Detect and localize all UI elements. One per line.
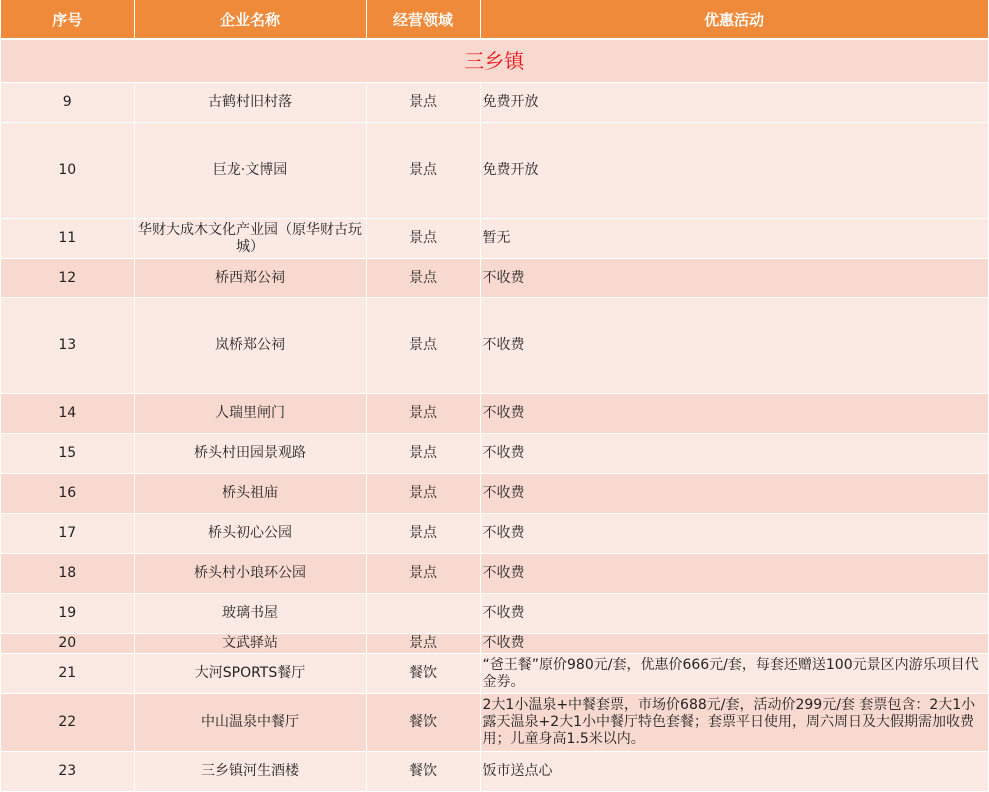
row-offer: 不收费 [480, 394, 988, 434]
table-row [1, 634, 988, 654]
row-index: 16 [1, 474, 134, 514]
row-offer: 不收费 [480, 434, 988, 474]
row-name: 桥西郑公祠 [134, 259, 366, 298]
row-offer: 不收费 [480, 298, 988, 394]
header-field: 经营领域 [366, 0, 480, 39]
row-name: 桥头祖庙 [134, 474, 366, 514]
row-name: 大河SPORTS餐厅 [134, 654, 366, 694]
section-title: 三乡镇 [1, 39, 988, 83]
row-field: 景点 [366, 83, 480, 123]
row-name: 三乡镇河生酒楼 [134, 752, 366, 792]
row-field: 景点 [366, 219, 480, 259]
row-name: 华财大成木文化产业园（原华财古玩城） [134, 219, 366, 259]
row-name: 古鹤村旧村落 [134, 83, 366, 123]
row-index: 15 [1, 434, 134, 474]
row-name: 桥头村小琅环公园 [134, 554, 366, 594]
row-field: 景点 [366, 394, 480, 434]
table-row [1, 434, 988, 474]
row-offer: 免费开放 [480, 83, 988, 123]
table-row [1, 123, 988, 219]
row-offer: 暂无 [480, 219, 988, 259]
header-offer: 优惠活动 [480, 0, 988, 39]
row-index: 18 [1, 554, 134, 594]
row-index: 10 [1, 123, 134, 219]
section-row [1, 39, 988, 83]
row-field: 餐饮 [366, 654, 480, 694]
row-name: 玻璃书屋 [134, 594, 366, 634]
row-index: 19 [1, 594, 134, 634]
row-index: 21 [1, 654, 134, 694]
row-index: 23 [1, 752, 134, 792]
row-field: 景点 [366, 554, 480, 594]
row-offer: 饭市送点心 [480, 752, 988, 792]
row-offer: 不收费 [480, 514, 988, 554]
row-field: 景点 [366, 474, 480, 514]
table-row [1, 219, 988, 259]
row-field: 景点 [366, 434, 480, 474]
row-name: 桥头村田园景观路 [134, 434, 366, 474]
row-field: 餐饮 [366, 752, 480, 792]
row-index: 13 [1, 298, 134, 394]
table-row [1, 514, 988, 554]
table-row [1, 474, 988, 514]
row-offer: 不收费 [480, 594, 988, 634]
header-name: 企业名称 [134, 0, 366, 39]
row-field: 景点 [366, 514, 480, 554]
table-row [1, 83, 988, 123]
row-index: 14 [1, 394, 134, 434]
row-field: 景点 [366, 123, 480, 219]
row-name: 文武驿站 [134, 634, 366, 654]
row-name: 巨龙·文博园 [134, 123, 366, 219]
row-index: 11 [1, 219, 134, 259]
header-index: 序号 [1, 0, 134, 39]
row-index: 20 [1, 634, 134, 654]
table-row [1, 394, 988, 434]
row-offer: 不收费 [480, 634, 988, 654]
row-field: 餐饮 [366, 694, 480, 752]
table-row [1, 594, 988, 634]
row-index: 17 [1, 514, 134, 554]
row-field: 景点 [366, 298, 480, 394]
row-field [366, 594, 480, 634]
row-name: 中山温泉中餐厅 [134, 694, 366, 752]
discount-table [1, 0, 989, 792]
row-offer: 不收费 [480, 259, 988, 298]
row-index: 22 [1, 694, 134, 752]
table-row [1, 298, 988, 394]
table-row [1, 259, 988, 298]
row-index: 12 [1, 259, 134, 298]
row-name: 桥头初心公园 [134, 514, 366, 554]
row-offer: “爸王餐”原价980元/套，优惠价666元/套，每套还赠送100元景区内游乐项目代金券。 [480, 654, 988, 694]
row-offer: 2大1小温泉+中餐套票，市场价688元/套，活动价299元/套 套票包含：2大1小露天温泉+2大1小中餐厅特色套餐；套票平日使用，周六周日及大假期需加收费用；儿童身高1.5米以内。 [480, 694, 988, 752]
table-row [1, 654, 988, 694]
row-offer: 不收费 [480, 554, 988, 594]
row-field: 景点 [366, 259, 480, 298]
header-row [1, 0, 988, 39]
row-name: 人瑞里闸门 [134, 394, 366, 434]
table-row [1, 694, 988, 752]
table-row [1, 554, 988, 594]
row-index: 9 [1, 83, 134, 123]
row-offer: 免费开放 [480, 123, 988, 219]
row-field: 景点 [366, 634, 480, 654]
row-offer: 不收费 [480, 474, 988, 514]
table-row [1, 752, 988, 792]
row-name: 岚桥郑公祠 [134, 298, 366, 394]
